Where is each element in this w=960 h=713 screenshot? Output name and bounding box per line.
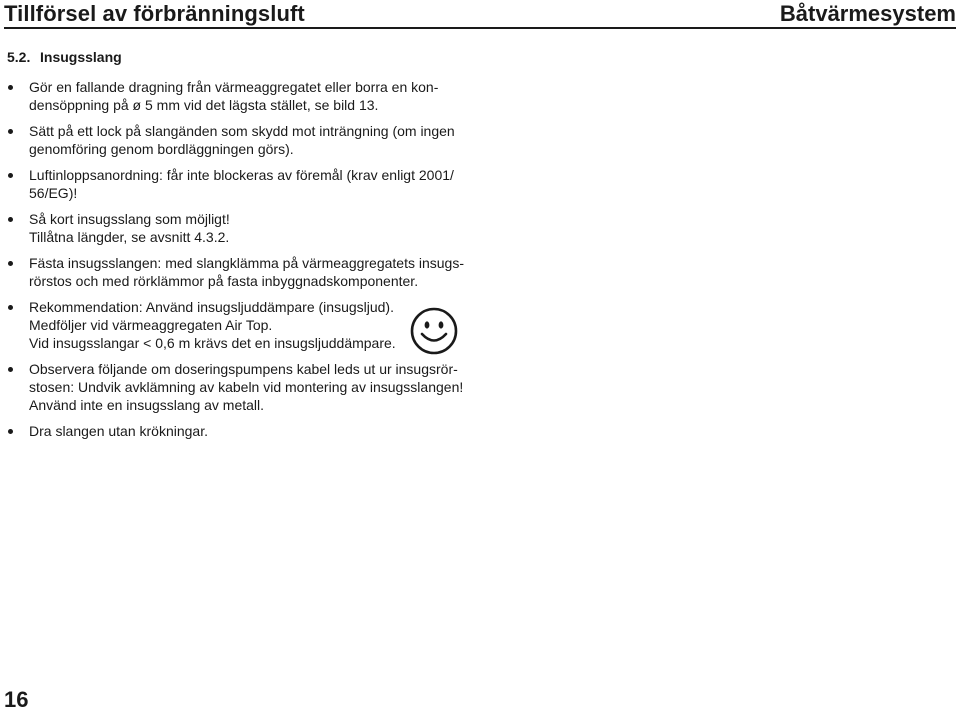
bullet-text-line: Sätt på ett lock på slangänden som skydd mot inträngning (om ingen — [29, 123, 455, 139]
page-number: 16 — [4, 687, 29, 712]
header-rule — [4, 27, 956, 29]
bullet-item — [7, 360, 477, 414]
section-title: Insugsslang — [40, 49, 122, 65]
bullet-text-line: Gör en fallande dragning från värmeaggregatet eller borra en kon- — [29, 79, 439, 95]
bullet-text-line: Luftinloppsanordning: får inte blockeras av föremål (krav enligt 2001/ — [29, 167, 454, 183]
bullet-text-line: Dra slangen utan krökningar. — [29, 423, 208, 439]
bullet-text-line: Använd inte en insugsslang av metall. — [29, 397, 265, 413]
bullet-text-line: Observera följande om doseringspumpens kabel leds ut ur insugsrör- — [29, 361, 458, 377]
bullet-item — [7, 422, 477, 440]
bullet-text-line: densöppning på ø 5 mm vid det lägsta stället, se bild 13. — [29, 97, 379, 113]
bullet-item — [7, 166, 477, 202]
bullet-text-line: rörstos och med rörklämmor på fasta inbyggnadskomponenter. — [29, 273, 419, 289]
bullet-text-line: Vid insugsslangar < 0,6 m krävs det en insugsljuddämpare. — [29, 335, 396, 351]
bullet-item — [7, 254, 477, 290]
bullet-text-line: Medföljer vid värmeaggregaten Air Top. — [29, 317, 273, 333]
bullet-text-line: 56/EG)! — [29, 185, 78, 201]
section-number: 5.2. — [7, 49, 31, 65]
bullet-item — [7, 78, 477, 114]
bullet-dot — [8, 261, 13, 266]
bullet-text-line: Rekommendation: Använd insugsljuddämpare (insugsljud). — [29, 299, 394, 315]
bullet-item — [7, 210, 477, 246]
bullet-text-line: genomföring genom bordläggningen görs). — [29, 141, 294, 157]
smiley-icon — [409, 306, 459, 356]
bullet-dot — [8, 173, 13, 178]
page-header — [4, 0, 956, 30]
bullet-dot — [8, 305, 13, 310]
bullet-text-line: Så kort insugsslang som möjligt! — [29, 211, 230, 227]
bullet-text-line: stosen: Undvik avklämning av kabeln vid montering av insugsslangen! — [29, 379, 464, 395]
bullet-dot — [8, 367, 13, 372]
bullet-item — [7, 298, 477, 352]
product-title: Båtvärmesystem — [779, 1, 956, 26]
bullet-list — [7, 78, 477, 440]
section-heading — [7, 49, 122, 65]
bullet-dot — [8, 429, 13, 434]
bullet-dot — [8, 85, 13, 90]
bullet-dot — [8, 217, 13, 222]
bullet-text-line: Tillåtna längder, se avsnitt 4.3.2. — [29, 229, 230, 245]
bullet-item — [7, 122, 477, 158]
chapter-title: Tillförsel av förbränningsluft — [4, 1, 305, 26]
bullet-dot — [8, 129, 13, 134]
bullet-text-line: Fästa insugsslangen: med slangklämma på värmeaggregatets insugs- — [29, 255, 465, 271]
